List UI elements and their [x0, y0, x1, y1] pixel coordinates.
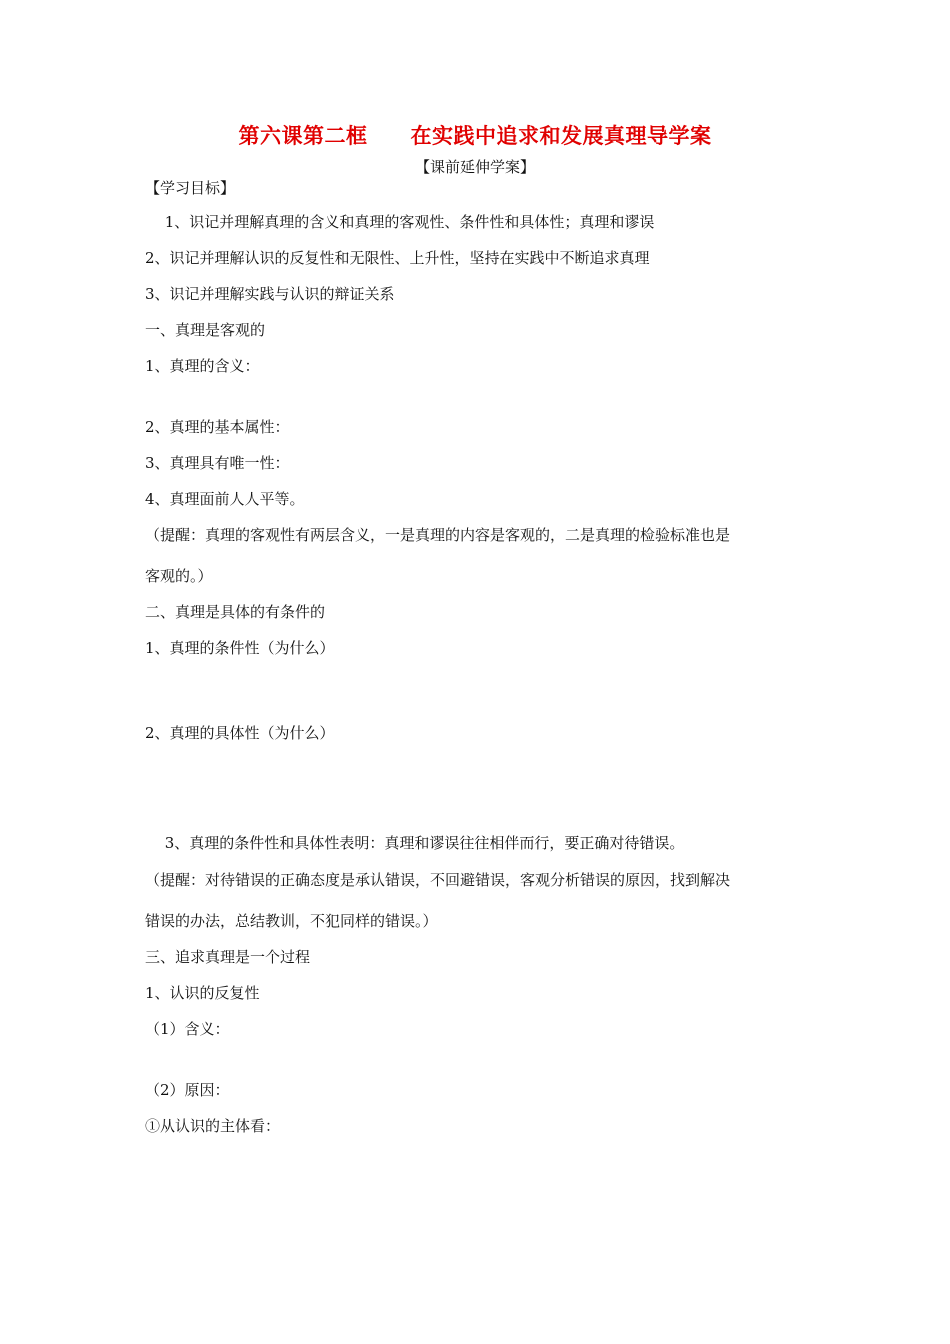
list-item: 2、真理的基本属性：	[145, 418, 290, 436]
list-item: （1）含义：	[145, 1020, 230, 1038]
goal-item-3: 3、识记并理解实践与认识的辩证关系	[145, 285, 395, 303]
list-item: 3、真理的条件性和具体性表明：真理和谬误往往相伴而行，要正确对待错误。	[145, 834, 685, 852]
reminder-note: （提醒：对待错误的正确态度是承认错误，不回避错误，客观分析错误的原因，找到解决	[145, 871, 731, 889]
list-item: 1、真理的条件性（为什么）	[145, 639, 335, 657]
reminder-note: （提醒：真理的客观性有两层含义，一是真理的内容是客观的，二是真理的检验标准也是	[145, 526, 731, 544]
list-item: （2）原因：	[145, 1081, 230, 1099]
list-item: 1、真理的含义：	[145, 357, 260, 375]
list-item: 4、真理面前人人平等。	[145, 490, 305, 508]
section-heading-3: 三、追求真理是一个过程	[145, 948, 311, 966]
section-heading-1: 一、真理是客观的	[145, 321, 266, 339]
list-item: 1、认识的反复性	[145, 984, 260, 1002]
goal-item-2: 2、识记并理解认识的反复性和无限性、上升性，坚持在实践中不断追求真理	[145, 249, 650, 267]
section-heading-2: 二、真理是具体的有条件的	[145, 603, 326, 621]
page-title: 第六课第二框 在实践中追求和发展真理导学案	[238, 124, 712, 148]
reminder-note-continued: 错误的办法，总结教训，不犯同样的错误。）	[145, 912, 438, 930]
page-subtitle: 【课前延伸学案】	[414, 158, 535, 176]
learning-goals-heading: 【学习目标】	[145, 179, 236, 197]
list-item: ①从认识的主体看：	[145, 1117, 281, 1135]
goal-item-1: 1、识记并理解真理的含义和真理的客观性、条件性和具体性；真理和谬误	[145, 213, 655, 231]
reminder-note-continued: 客观的。）	[145, 567, 213, 585]
list-item: 2、真理的具体性（为什么）	[145, 724, 335, 742]
list-item: 3、真理具有唯一性：	[145, 454, 290, 472]
